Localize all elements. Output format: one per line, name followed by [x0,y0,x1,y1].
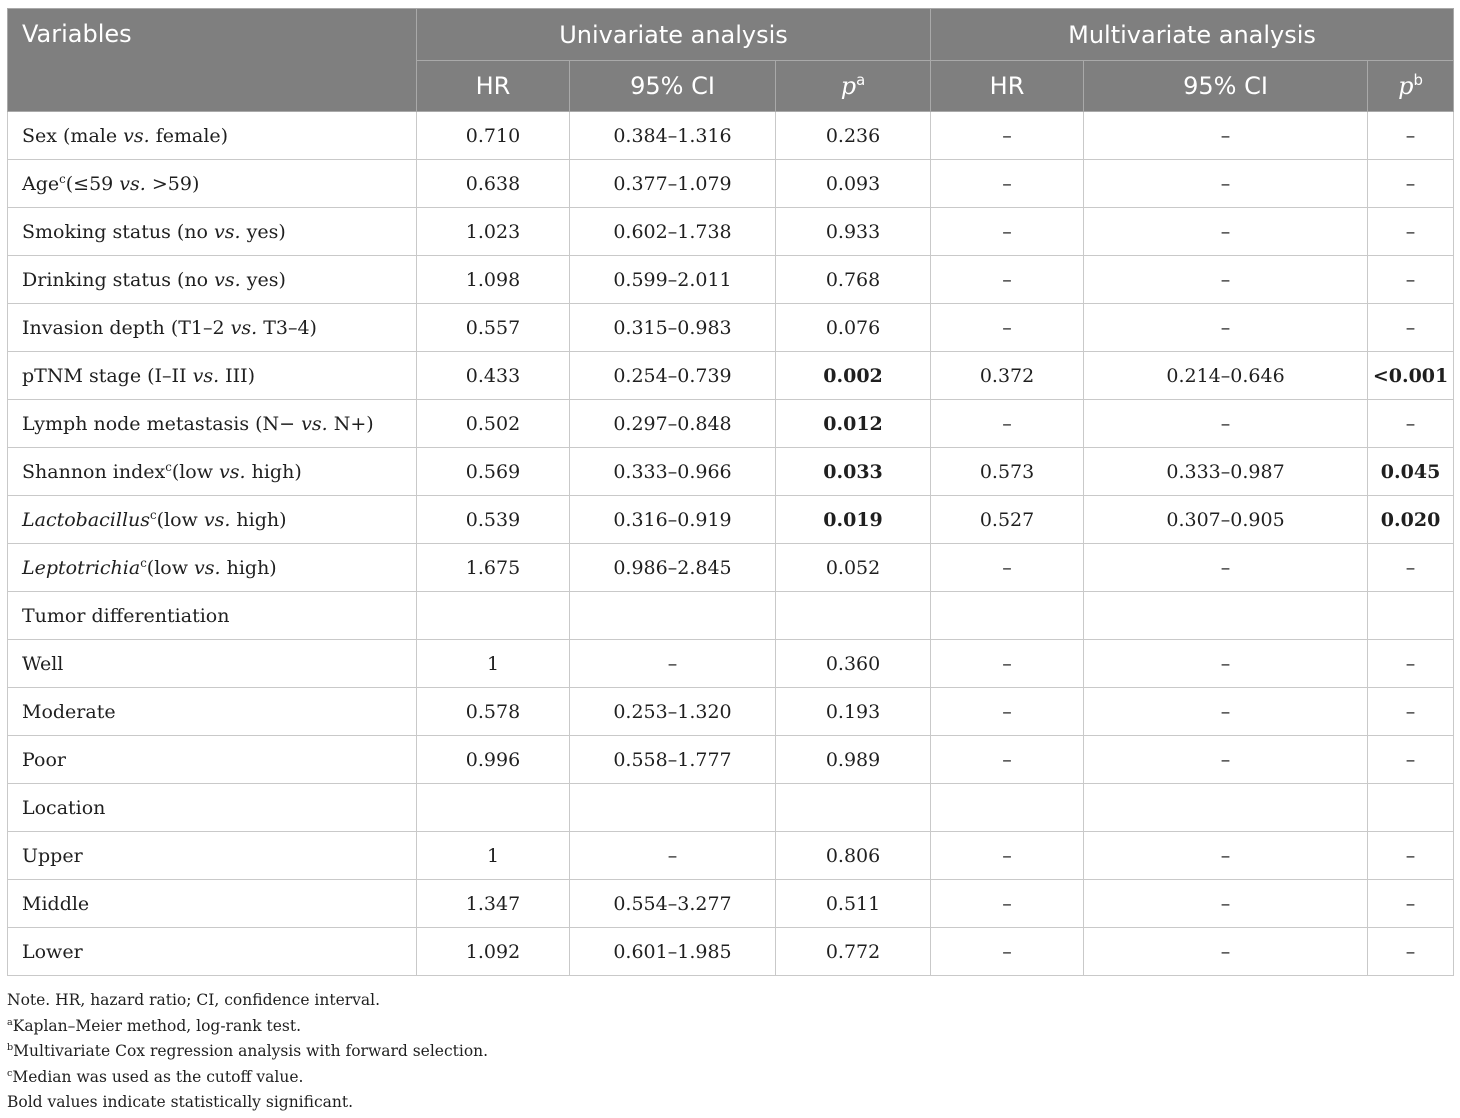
uni-hr-cell: 0.557 [417,304,570,352]
table-row [8,352,1454,400]
variable-name: Lymph node metastasis (N− [22,412,302,435]
uni-hr-cell: 0.433 [417,352,570,400]
uni-ci-cell: 0.297–0.848 [570,400,776,448]
variable-label [8,208,417,256]
uni-ci-cell: 0.602–1.738 [570,208,776,256]
variable-label [8,544,417,592]
multi-p-cell: – [1368,304,1454,352]
uni-hr-cell: 1.347 [417,880,570,928]
multi-ci-cell: – [1084,544,1368,592]
uni-hr-cell: 1.092 [417,928,570,976]
note-a-text: Kaplan–Meier method, log-rank test. [12,1016,302,1035]
variable-name-italic: Lactobacillus [22,508,151,531]
multi-hr-cell: – [931,208,1084,256]
table-row [8,880,1454,928]
header-variables: Variables [8,9,417,112]
footnote-mark: c [140,555,147,570]
variable-contrast-tail: high) [230,508,287,531]
multi-p-cell: – [1368,928,1454,976]
multi-hr-cell: – [931,112,1084,160]
variable-contrast: III) [219,364,256,387]
variable-contrast: yes) [240,220,286,243]
uni-hr-cell: 0.638 [417,160,570,208]
vs-italic: vs. [301,412,328,435]
uni-p-cell: 0.772 [776,928,931,976]
uni-hr-cell: 1 [417,640,570,688]
multi-ci-cell: – [1084,304,1368,352]
uni-ci-cell: 0.601–1.985 [570,928,776,976]
variable-name: pTNM stage (I–II [22,364,193,387]
variable-label [8,880,417,928]
multi-p-cell: 0.045 [1368,448,1454,496]
uni-ci-cell: 0.384–1.316 [570,112,776,160]
multi-p-cell: – [1368,640,1454,688]
uni-ci-cell: 0.558–1.777 [570,736,776,784]
multi-hr-cell: – [931,400,1084,448]
multi-ci-cell: – [1084,112,1368,160]
multi-ci-cell: 0.333–0.987 [1084,448,1368,496]
variable-name: Middle [22,892,90,915]
footnote-mark: c [165,459,172,474]
multi-p-cell: 0.020 [1368,496,1454,544]
uni-ci-cell [570,784,776,832]
note-c [7,1065,488,1091]
table-row [8,400,1454,448]
uni-hr-cell: 0.996 [417,736,570,784]
uni-hr-cell: 1 [417,832,570,880]
header-multi-p-symbol: p [1398,72,1414,100]
uni-p-cell: 0.002 [776,352,931,400]
vs-italic: vs. [214,220,241,243]
variable-contrast-tail: >59) [145,172,200,195]
multi-hr-cell: 0.527 [931,496,1084,544]
table-row [8,208,1454,256]
table-row [8,592,1454,640]
variable-label [8,304,417,352]
uni-ci-cell: – [570,640,776,688]
header-multi-p [1368,61,1454,112]
uni-hr-cell: 1.023 [417,208,570,256]
multi-ci-cell: – [1084,208,1368,256]
table-row [8,928,1454,976]
variable-label [8,832,417,880]
multi-p-cell: – [1368,400,1454,448]
multi-p-cell [1368,784,1454,832]
cox-regression-table [7,8,1454,976]
multi-ci-cell: – [1084,400,1368,448]
multi-hr-cell: – [931,160,1084,208]
header-univariate: Univariate analysis [417,9,931,61]
multi-p-cell: <0.001 [1368,352,1454,400]
uni-p-cell: 0.989 [776,736,931,784]
vs-italic: vs. [119,172,146,195]
variable-contrast-tail: high) [220,556,277,579]
table-row [8,544,1454,592]
multi-ci-cell [1084,592,1368,640]
multi-ci-cell: – [1084,640,1368,688]
vs-italic: vs. [214,268,241,291]
multi-p-cell: – [1368,112,1454,160]
variable-contrast-tail: high) [245,460,302,483]
variable-name: Age [22,172,60,195]
table-body [8,112,1454,976]
uni-ci-cell: 0.333–0.966 [570,448,776,496]
variable-contrast: N+) [327,412,374,435]
note-abbreviations: Note. HR, hazard ratio; CI, confidence interval. [7,991,381,1009]
variable-contrast: (low [146,556,195,579]
note-a [7,1014,488,1040]
multi-hr-cell [931,784,1084,832]
uni-p-cell: 0.236 [776,112,931,160]
multi-ci-cell: 0.307–0.905 [1084,496,1368,544]
variable-name: Upper [22,844,83,867]
multi-p-cell: – [1368,208,1454,256]
header-uni-hr: HR [417,61,570,112]
table-row [8,256,1454,304]
uni-ci-cell: 0.377–1.079 [570,160,776,208]
multi-hr-cell: – [931,736,1084,784]
table-notes [7,988,488,1116]
variable-label [8,256,417,304]
table-row [8,160,1454,208]
header-uni-p-sup: a [856,71,866,90]
vs-italic: vs. [230,316,258,339]
variable-contrast: T3–4) [257,316,317,339]
uni-p-cell: 0.033 [776,448,931,496]
header-multi-hr: HR [931,61,1084,112]
uni-p-cell: 0.093 [776,160,931,208]
variable-label [8,640,417,688]
variable-name: Lower [22,940,83,963]
header-uni-p [776,61,931,112]
vs-italic: vs. [194,556,221,579]
uni-p-cell: 0.193 [776,688,931,736]
variable-name-italic: Leptotrichia [22,556,141,579]
variable-contrast: (low [171,460,220,483]
multi-p-cell: – [1368,544,1454,592]
variable-name: Smoking status (no [22,220,215,243]
uni-hr-cell: 0.539 [417,496,570,544]
table-row [8,304,1454,352]
uni-hr-cell: 0.578 [417,688,570,736]
uni-p-cell [776,592,931,640]
variable-name: Well [22,652,64,675]
variable-contrast: (low [156,508,204,531]
variable-label [8,784,417,832]
variable-name: Sex (male [22,124,124,147]
uni-p-cell: 0.511 [776,880,931,928]
table-row [8,640,1454,688]
variable-label [8,736,417,784]
multi-hr-cell: – [931,256,1084,304]
uni-ci-cell: – [570,832,776,880]
header-multi-p-sup: b [1413,71,1423,90]
uni-hr-cell: 0.569 [417,448,570,496]
uni-p-cell: 0.012 [776,400,931,448]
table-row [8,496,1454,544]
uni-p-cell: 0.052 [776,544,931,592]
uni-p-cell: 0.768 [776,256,931,304]
multi-hr-cell: – [931,880,1084,928]
table-header [8,9,1454,112]
note-b-mark: b [7,1042,14,1054]
note-b-text: Multivariate Cox regression analysis with forward selection. [13,1042,489,1060]
uni-ci-cell [570,592,776,640]
variable-label [8,400,417,448]
variable-label [8,928,417,976]
table-row [8,448,1454,496]
vs-italic: vs. [123,124,150,147]
uni-p-cell: 0.019 [776,496,931,544]
note-c-text: Median was used as the cutoff value. [12,1067,304,1086]
footnote-mark: c [150,507,157,522]
variable-label [8,160,417,208]
multi-p-cell: – [1368,832,1454,880]
vs-italic: vs. [203,508,231,531]
table-row [8,112,1454,160]
uni-p-cell: 0.806 [776,832,931,880]
uni-hr-cell: 0.710 [417,112,570,160]
multi-hr-cell: – [931,304,1084,352]
multi-hr-cell: – [931,928,1084,976]
multi-p-cell: – [1368,880,1454,928]
multi-hr-cell [931,592,1084,640]
results-table-container [7,8,1453,976]
uni-ci-cell: 0.254–0.739 [570,352,776,400]
multi-hr-cell: – [931,640,1084,688]
vs-italic: vs. [192,364,220,387]
multi-ci-cell: – [1084,928,1368,976]
multi-ci-cell: 0.214–0.646 [1084,352,1368,400]
multi-ci-cell: – [1084,688,1368,736]
variable-label [8,688,417,736]
uni-p-cell: 0.933 [776,208,931,256]
uni-p-cell: 0.076 [776,304,931,352]
table-row [8,832,1454,880]
vs-italic: vs. [219,460,246,483]
multi-p-cell: – [1368,256,1454,304]
table-row [8,736,1454,784]
uni-ci-cell: 0.316–0.919 [570,496,776,544]
multi-ci-cell: – [1084,880,1368,928]
uni-hr-cell [417,784,570,832]
uni-ci-cell: 0.554–3.277 [570,880,776,928]
variable-name: Tumor differentiation [22,604,230,627]
variable-contrast: female) [149,124,229,147]
uni-hr-cell [417,592,570,640]
variable-label [8,448,417,496]
variable-label [8,496,417,544]
header-uni-ci: 95% CI [570,61,776,112]
variable-name: Location [22,796,106,819]
multi-hr-cell: – [931,544,1084,592]
uni-ci-cell: 0.599–2.011 [570,256,776,304]
note-bold: Bold values indicate statistically significant. [7,1093,354,1111]
header-multi-ci: 95% CI [1084,61,1368,112]
uni-hr-cell: 0.502 [417,400,570,448]
variable-contrast: (≤59 [65,172,120,195]
multi-ci-cell: – [1084,736,1368,784]
multi-ci-cell: – [1084,832,1368,880]
variable-label [8,592,417,640]
multi-p-cell: – [1368,736,1454,784]
uni-ci-cell: 0.315–0.983 [570,304,776,352]
variable-name: Invasion depth (T1–2 [22,316,231,339]
uni-hr-cell: 1.675 [417,544,570,592]
multi-hr-cell: – [931,688,1084,736]
uni-ci-cell: 0.986–2.845 [570,544,776,592]
multi-hr-cell: – [931,832,1084,880]
note-c-mark: c [7,1067,13,1079]
table-row [8,688,1454,736]
table-row [8,784,1454,832]
header-uni-p-symbol: p [840,72,857,100]
multi-ci-cell: – [1084,256,1368,304]
header-multivariate: Multivariate analysis [931,9,1454,61]
multi-hr-cell: 0.372 [931,352,1084,400]
uni-p-cell: 0.360 [776,640,931,688]
multi-p-cell [1368,592,1454,640]
variable-name: Moderate [22,700,116,723]
multi-ci-cell [1084,784,1368,832]
uni-p-cell [776,784,931,832]
note-a-mark: a [7,1016,13,1028]
variable-label [8,112,417,160]
multi-ci-cell: – [1084,160,1368,208]
variable-name: Poor [22,748,66,771]
variable-name: Shannon index [22,460,166,483]
uni-hr-cell: 1.098 [417,256,570,304]
multi-p-cell: – [1368,688,1454,736]
note-b [7,1039,488,1065]
multi-p-cell: – [1368,160,1454,208]
multi-hr-cell: 0.573 [931,448,1084,496]
footnote-mark: c [59,171,66,186]
variable-name: Drinking status (no [22,268,215,291]
variable-label [8,352,417,400]
uni-ci-cell: 0.253–1.320 [570,688,776,736]
variable-contrast: yes) [240,268,286,291]
